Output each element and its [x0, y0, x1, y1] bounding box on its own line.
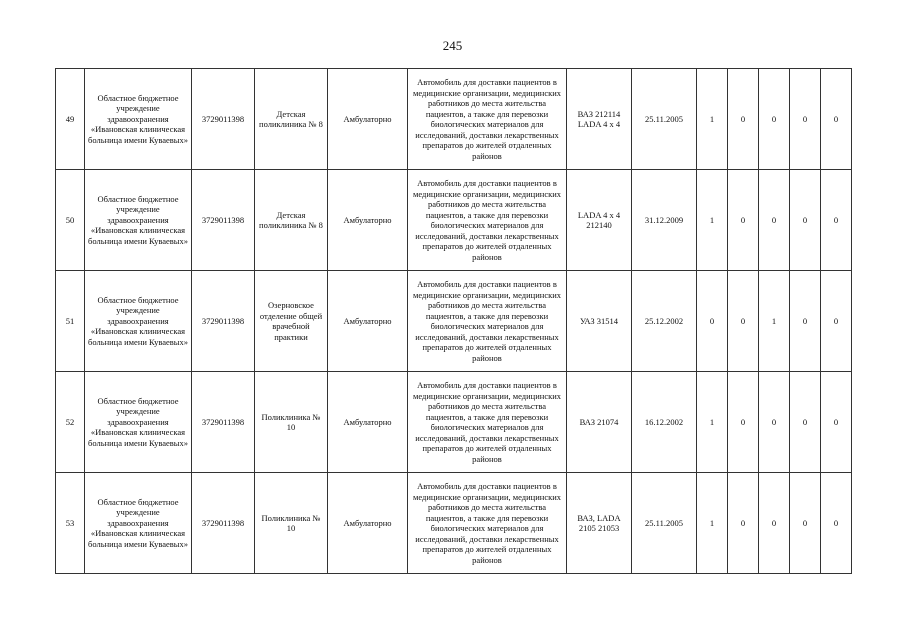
inn-code: 3729011398 — [192, 473, 255, 574]
value-cell: 0 — [821, 69, 852, 170]
value-cell: 1 — [697, 69, 728, 170]
vehicle-model: УАЗ 31514 — [567, 271, 632, 372]
care-type: Амбулаторно — [328, 473, 408, 574]
row-number: 52 — [56, 372, 85, 473]
registration-date: 25.12.2002 — [632, 271, 697, 372]
organization-name: Областное бюджетное учреждение здравоохранения «Ивановская клиническая больница имени Куваевых» — [85, 372, 192, 473]
organization-name: Областное бюджетное учреждение здравоохранения «Ивановская клиническая больница имени Куваевых» — [85, 473, 192, 574]
inn-code: 3729011398 — [192, 271, 255, 372]
unit-name: Детская поликлиника № 8 — [255, 69, 328, 170]
care-type: Амбулаторно — [328, 372, 408, 473]
value-cell: 1 — [759, 271, 790, 372]
value-cell: 0 — [821, 473, 852, 574]
vehicle-model: ВАЗ 21074 — [567, 372, 632, 473]
table-row — [56, 473, 852, 574]
inn-code: 3729011398 — [192, 372, 255, 473]
vehicle-table — [55, 68, 852, 574]
row-number: 53 — [56, 473, 85, 574]
value-cell: 0 — [821, 372, 852, 473]
vehicle-purpose: Автомобиль для доставки пациентов в медицинские организации, медицинских работников до места жительства пациентов, а также для перевозки биологических материалов для исследований, доставки лекарственных препаратов до жителей отдаленных районов — [408, 69, 567, 170]
care-type: Амбулаторно — [328, 271, 408, 372]
value-cell: 0 — [759, 170, 790, 271]
row-number: 50 — [56, 170, 85, 271]
value-cell: 0 — [759, 372, 790, 473]
vehicle-model: ВАЗ 212114 LADA 4 x 4 — [567, 69, 632, 170]
registration-date: 31.12.2009 — [632, 170, 697, 271]
organization-name: Областное бюджетное учреждение здравоохранения «Ивановская клиническая больница имени Куваевых» — [85, 271, 192, 372]
unit-name: Озерновское отделение общей врачебной практики — [255, 271, 328, 372]
value-cell: 0 — [728, 473, 759, 574]
value-cell: 0 — [821, 170, 852, 271]
table-row — [56, 69, 852, 170]
organization-name: Областное бюджетное учреждение здравоохранения «Ивановская клиническая больница имени Куваевых» — [85, 69, 192, 170]
registration-date: 16.12.2002 — [632, 372, 697, 473]
value-cell: 0 — [790, 170, 821, 271]
vehicle-purpose: Автомобиль для доставки пациентов в медицинские организации, медицинских работников до места жительства пациентов, а также для перевозки биологических материалов для исследований, доставки лекарственных препаратов до жителей отдаленных районов — [408, 170, 567, 271]
unit-name: Детская поликлиника № 8 — [255, 170, 328, 271]
value-cell: 0 — [728, 372, 759, 473]
value-cell: 1 — [697, 473, 728, 574]
value-cell: 0 — [759, 473, 790, 574]
value-cell: 0 — [821, 271, 852, 372]
value-cell: 0 — [790, 271, 821, 372]
vehicle-model: ВАЗ, LADA 2105 21053 — [567, 473, 632, 574]
vehicle-purpose: Автомобиль для доставки пациентов в медицинские организации, медицинских работников до места жительства пациентов, а также для перевозки биологических материалов для исследований, доставки лекарственных препаратов до жителей отдаленных районов — [408, 473, 567, 574]
page-number: 245 — [442, 38, 463, 53]
inn-code: 3729011398 — [192, 170, 255, 271]
registration-date: 25.11.2005 — [632, 473, 697, 574]
value-cell: 0 — [728, 170, 759, 271]
value-cell: 1 — [697, 170, 728, 271]
value-cell: 0 — [728, 271, 759, 372]
vehicle-purpose: Автомобиль для доставки пациентов в медицинские организации, медицинских работников до места жительства пациентов, а также для перевозки биологических материалов для исследований, доставки лекарственных препаратов до жителей отдаленных районов — [408, 271, 567, 372]
value-cell: 0 — [728, 69, 759, 170]
value-cell: 0 — [790, 473, 821, 574]
row-number: 51 — [56, 271, 85, 372]
row-number: 49 — [56, 69, 85, 170]
value-cell: 0 — [790, 69, 821, 170]
inn-code: 3729011398 — [192, 69, 255, 170]
organization-name: Областное бюджетное учреждение здравоохранения «Ивановская клиническая больница имени Куваевых» — [85, 170, 192, 271]
table-row — [56, 271, 852, 372]
vehicle-model: LADA 4 x 4 212140 — [567, 170, 632, 271]
vehicle-purpose: Автомобиль для доставки пациентов в медицинские организации, медицинских работников до места жительства пациентов, а также для перевозки биологических материалов для исследований, доставки лекарственных препаратов до жителей отдаленных районов — [408, 372, 567, 473]
value-cell: 0 — [697, 271, 728, 372]
care-type: Амбулаторно — [328, 69, 408, 170]
care-type: Амбулаторно — [328, 170, 408, 271]
value-cell: 0 — [790, 372, 821, 473]
registration-date: 25.11.2005 — [632, 69, 697, 170]
table-row — [56, 170, 852, 271]
value-cell: 0 — [759, 69, 790, 170]
table-row — [56, 372, 852, 473]
value-cell: 1 — [697, 372, 728, 473]
unit-name: Поликлиника № 10 — [255, 473, 328, 574]
unit-name: Поликлиника № 10 — [255, 372, 328, 473]
